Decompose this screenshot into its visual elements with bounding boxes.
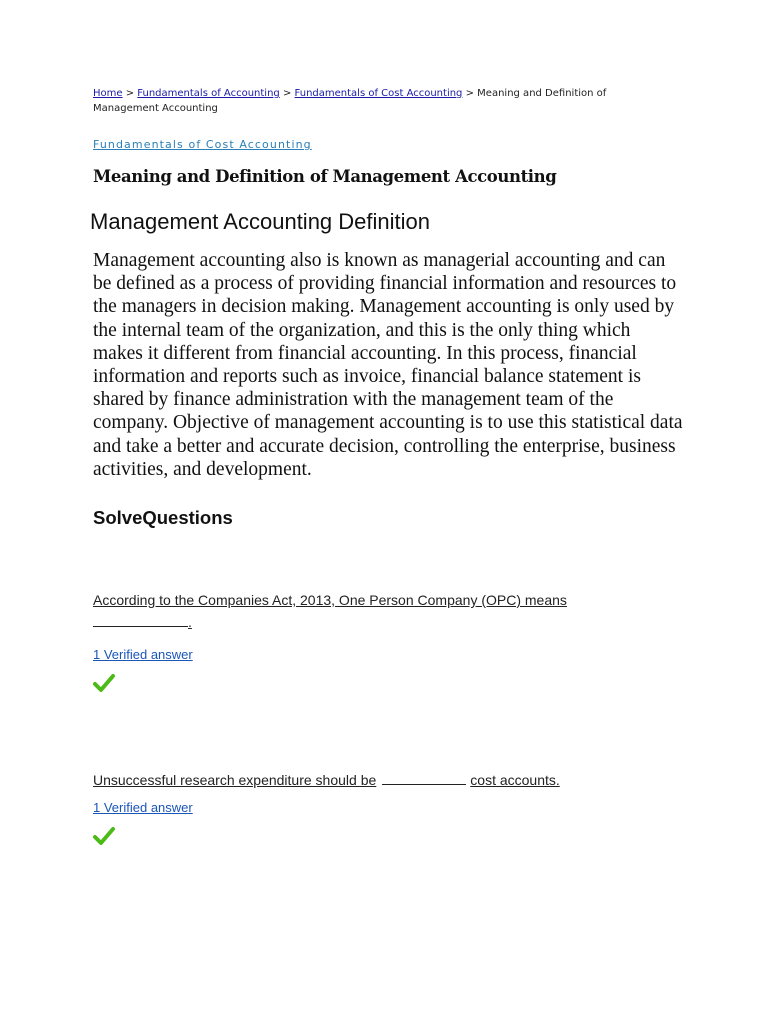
breadcrumb — [93, 86, 653, 116]
breadcrumb-separator: > — [282, 88, 292, 99]
answer-blank — [382, 770, 466, 785]
section-heading: Management Accounting Definition — [90, 209, 430, 234]
question-text: Unsuccessful research expenditure should be — [93, 772, 377, 789]
solve-questions-heading: SolveQuestions — [93, 507, 233, 529]
green-checkmark-icon — [93, 826, 115, 846]
question-item — [93, 769, 678, 846]
breadcrumb-fundamentals-accounting-link[interactable]: Fundamentals of Accounting — [137, 88, 280, 99]
breadcrumb-current-page: Meaning and Definition of Management Accounting — [93, 88, 607, 114]
page-title: Meaning and Definition of Management Accounting — [93, 167, 557, 186]
question-link[interactable] — [93, 589, 613, 633]
breadcrumb-home-link[interactable]: Home — [93, 88, 123, 99]
breadcrumb-fundamentals-cost-accounting-link[interactable]: Fundamentals of Cost Accounting — [294, 88, 463, 99]
answer-blank — [93, 612, 188, 627]
breadcrumb-separator: > — [125, 88, 135, 99]
question-text-end: cost accounts. — [470, 772, 560, 789]
definition-paragraph: Management accounting also is known as managerial accounting and can be defined as a process of providing financial information and resources to the managers in decision making. Management accounting is only used by the internal team of the organization, and this is the only thing which makes it different from financial accounting. In this process, financial information and reports such as invoice, financial balance statement is shared by finance administration with the management team of the company. Objective of management accounting is to use this statistical data and take a better and accurate decision, controlling the enterprise, business activities, and development. — [93, 250, 683, 480]
question-text-end: . — [188, 614, 192, 631]
verified-answer-link[interactable]: 1 Verified answer — [93, 647, 193, 663]
category-link[interactable]: Fundamentals of Cost Accounting — [93, 138, 312, 151]
breadcrumb-separator: > — [465, 88, 474, 99]
verified-answer-link[interactable]: 1 Verified answer — [93, 800, 193, 816]
question-link[interactable] — [93, 769, 678, 791]
question-text: According to the Companies Act, 2013, One Person Company (OPC) means — [93, 592, 567, 609]
green-checkmark-icon — [93, 673, 115, 693]
question-item — [93, 589, 678, 693]
